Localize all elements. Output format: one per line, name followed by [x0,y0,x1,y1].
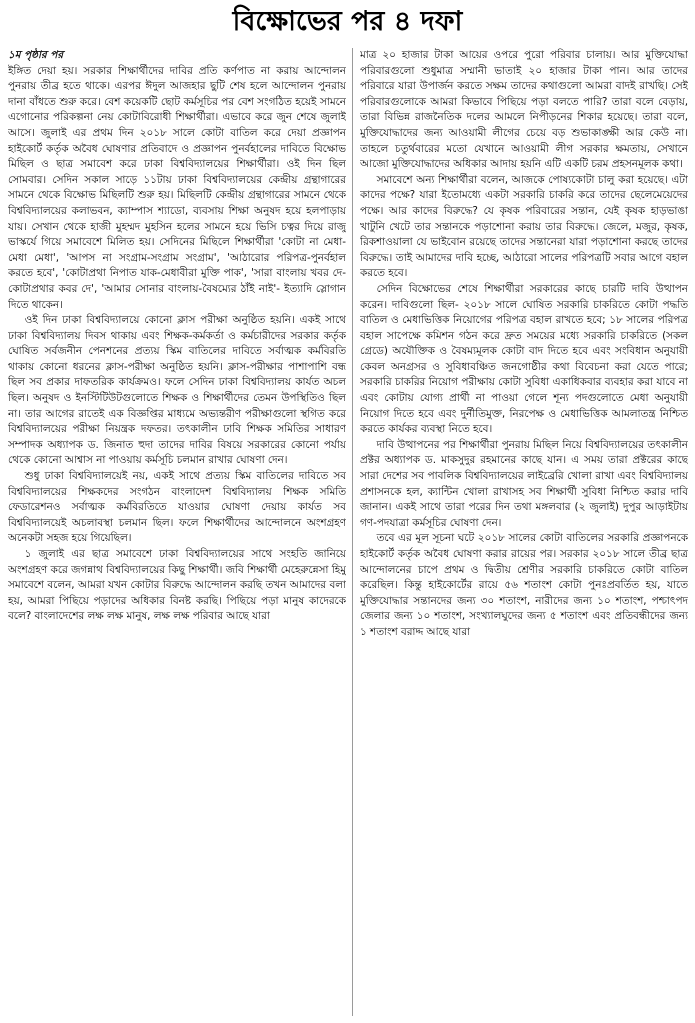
paragraph: সেদিন বিক্ষোভের শেষে শিক্ষার্থীরা সরকারের কাছে চারটি দাবি উত্থাপন করেন। দাবিগুলো ছিল- ২০১৮ সালে ঘোষিত সরকারি চাকরিতে কোটা পদ্ধতি বাতিল ও মেধাভিত্তিক নিয়োগের পরিপত্র বহাল রাখতে হবে; ১৮ সালের পরিপত্র বহাল সাপেক্ষে কমিশন গঠন করে দ্রুত সময়ের মধ্যে সরকারি চাকরিতে (সকল গ্রেডে) অযৌক্তিক ও বৈষম্যমূলক কোটা বাদ দিতে হবে এবং সংবিধান অনুযায়ী কেবল অনগ্রসর ও সুবিধাবঞ্চিত জনগোষ্ঠীর কথা বিবেচনা করা যেতে পারে; সরকারি চাকরির নিয়োগ পরীক্ষায় কোটা সুবিধা একাধিকবার ব্যবহার করা যাবে না এবং কোটায় যোগ্য প্রার্থী না পাওয়া গেলে শূন্য পদগুলোতে মেধা অনুযায়ী নিয়োগ দিতে হবে এবং দুর্নীতিমুক্ত, নিরপেক্ষ ও মেধাভিত্তিক আমলাতন্ত্র নিশ্চিত করতে কার্যকর ব্যবস্থা নিতে হবে। [360,282,688,436]
column-divider [352,48,353,1016]
left-column [8,48,346,1018]
paragraph: সমাবেশে অন্য শিক্ষার্থীরা বলেন, আজকে পোষ্যকোটা চালু করা হয়েছে। এটা কাদের পক্ষে? যারা ইতোমধ্যে একটা সরকারি চাকরি করে তাদের ছেলেমেয়েদের পক্ষে। আর কাদের বিরুদ্ধে? যে কৃষক পরিবারের সন্তান, যেই কৃষক হাড়ভাঙা খাটুনি খেটে তার সন্তানকে পড়াশোনা করায় তার বিরুদ্ধে। জেলে, মজুর, কৃষক, রিকশাওয়ালা যে ভাইবোন রয়েছে তাদের সন্তানেরা যারা পড়াশোনা করছে তাদের বিরুদ্ধে। তাই আমাদের দাবি হচ্ছে, আঠারো সালের পরিপত্রটি সবার আগে বহাল করতে হবে। [360,173,688,280]
paragraph: মাত্র ২০ হাজার টাকা আয়ের ওপরে পুরো পরিবার চালায়। আর মুক্তিযোদ্ধা পরিবারগুলো শুধুমাত্র সম্মানী ভাতাই ২০ হাজার টাকা পান। আর তাদের পরিবারে যারা উপার্জন করতে সক্ষম তাদের কথাগুলো আমরা বাদই রাখছি। সেই পরিবারগুলোকে আমরা কিভাবে পিছিয়ে পড়া বলতে পারি? তারা বলে বেড়ায়, তারা বিভিন্ন রাজনৈতিক দলের আমলে নিপীড়নের শিকার হয়েছে। তারা বলে, মুক্তিযোদ্ধাদের জন্য আওয়ামী লীগের চেয়ে বড় শুভাকাঙ্ক্ষী আর কেউ না। তাহলে চতুর্থবারের মতো যেখানে আওয়ামী লীগ সরকার ক্ষমতায়, সেখানে আজো মুক্তিযোদ্ধাদের অধিকার আদায় হয়নি এটি একটি চরম প্রহসনমূলক কথা। [360,49,688,171]
paragraph: ১ জুলাই এর ছাত্র সমাবেশে ঢাকা বিশ্ববিদ্যালয়ের সাথে সংহতি জানিয়ে অংশগ্রহণ করে জগন্নাথ বিশ্ববিদ্যালয়ের কিছু শিক্ষার্থী। জবি শিক্ষার্থী মেহেরুন্নেসা হিমু সমাবেশে বলেন, আমরা যখন কোটার বিরুদ্ধে আন্দোলন করছি তখন আমাদের বলা হয়, আমরা পিছিয়ে পড়াদের অধিকার বিনষ্ট করছি। পিছিয়ে পড়া মানুষ কাদেরকে বলে? বাংলাদেশের লক্ষ লক্ষ মানুষ, লক্ষ লক্ষ পরিবার আছে যারা [8,548,346,623]
paragraph: শুধু ঢাকা বিশ্ববিদ্যালয়েই নয়, একই সাথে প্রত্যয় স্কিম বাতিলের দাবিতে সব বিশ্ববিদ্যালয়ের শিক্ষকদের সংগঠন বাংলাদেশ বিশ্ববিদ্যালয় শিক্ষক সমিতি ফেডারেশনও সর্বাত্মক কর্মবিরতিতে যাওয়ার ঘোষণা দেয়ায় কার্যত সব বিশ্ববিদ্যালয়েই অচলাবস্থা চলমান ছিল। ফলে শিক্ষার্থীদের আন্দোলনে অংশগ্রহণ অনেকটা সহজ হয়ে গিয়েছিল। [8,470,346,545]
paragraph: দাবি উত্থাপনের পর শিক্ষার্থীরা পুনরায় মিছিল নিয়ে বিশ্ববিদ্যালয়ের তৎকালীন প্রক্টর অধ্যাপক ড. মাকসুদুর রহমানের কাছে যান। এ সময় তারা প্রক্টরের কাছে সারা দেশের সব পাবলিক বিশ্ববিদ্যালয়ের লাইব্রেরি খোলা রাখা এবং বিশ্ববিদ্যালয় প্রশাসনকে হল, ক্যান্টিন খোলা রাখাসহ সব শিক্ষার্থী সুবিধা নিশ্চিত করার দাবি জানান। একই সাথে তারা পরের দিন তথা মঙ্গলবার (২ জুলাই) দুপুর আড়াইটায় গণ-পদযাত্রা কর্মসূচির ঘোষণা দেন। [360,438,688,529]
continued-label: ১ম পৃষ্ঠার পর [8,49,64,61]
right-column [360,48,688,1018]
paragraph: তবে এর মূল সূচনা ঘটে ২০১৮ সালের কোটা বাতিলের সরকারি প্রজ্ঞাপনকে হাইকোর্ট কর্তৃক অবৈধ ঘোষণা করার রায়ের পর। সরকার ২০১৮ সালে তীব্র ছাত্র আন্দোলনের চাপে প্রথম ও দ্বিতীয় শ্রেণীর সরকারি চাকরিতে কোটা বাতিল করেছিল। কিন্তু হাইকোর্টের রায়ে ৫৬ শতাংশ কোটা পুনঃপ্রবর্তিত হয়, যাতে মুক্তিযোদ্ধার সন্তানদের জন্য ৩০ শতাংশ, নারীদের জন্য ১০ শতাংশ, পশ্চাৎপদ জেলার জন্য ১০ শতাংশ, সংখ্যালঘুদের জন্য ৫ শতাংশ এবং প্রতিবন্ধীদের জন্য ১ শতাংশ বরাদ্দ আছে যারা [360,532,688,638]
paragraph: ওই দিন ঢাকা বিশ্ববিদ্যালয়ে কোনো ক্লাস পরীক্ষা অনুষ্ঠিত হয়নি। একই সাথে ঢাকা বিশ্ববিদ্যালয় দিবস থাকায় এবং শিক্ষক-কর্মকর্তা ও কর্মচারীদের সরকার কর্তৃক ঘোষিত সর্বজনীন পেনশনের প্রত্যয় স্কিম বাতিলের দাবিতে সর্বাত্মক কর্মবিরতি থাকায় কোনো ধরনের ক্লাস-পরীক্ষা অনুষ্ঠিত হয়নি। ক্লাস-পরীক্ষার পাশাপাশি বন্ধ ছিল সব প্রকার দাফতরিক কার্যক্রমও। ফলে সেদিন ঢাকা বিশ্ববিদ্যালয় কার্যত অচল ছিল। অনুষদ ও ইনস্টিটিউটগুলোতে শিক্ষক ও শিক্ষার্থীদের তেমন উপস্থিতিও ছিল না। তার আগের রাতেই এক বিজ্ঞপ্তির মাধ্যমে অভ্যন্তরীণ পরীক্ষাগুলো স্থগিত করে বিশ্ববিদ্যালয়ের পরীক্ষা নিয়ন্ত্রক দফতর। তৎকালীন ঢাবি শিক্ষক সমিতির সাধারণ সম্পাদক অধ্যাপক ড. জিনাত হুদা তাদের দাবির বিষয়ে সরকারের কোনো পর্যায় থেকে কোনো আশ্বাস না পাওয়ায় কর্মসূচি চলমান রাখার ঘোষণা দেন। [8,314,346,467]
headline: বিক্ষোভের পর ৪ দফা [232,6,463,37]
paragraph: ইঙ্গিত দেয়া হয়। সরকার শিক্ষার্থীদের দাবির প্রতি কর্ণপাত না করায় আন্দোলন পুনরায় তীব্র হতে থাকে। এরপর ঈদুল আজহার ছুটি শেষ হলে আন্দোলন পুনরায় দানা বাঁধতে শুরু করে। বেশ কয়েকটি ছোট কর্মসূচির পর বেশ সংগঠিত হয়েই সামনে এগোনোর পরিকল্পনা নেয় কোটাবিরোধী শিক্ষার্থীরা। এভাবে করে জুন শেষে জুলাই আসে। জুলাই এর প্রথম দিন ২০১৮ সালে কোটা বাতিল করে দেয়া প্রজ্ঞাপন হাইকোর্ট কর্তৃক অবৈধ ঘোষণার প্রতিবাদে ও প্রজ্ঞাপন পুনর্বহালের দাবিতে বিক্ষোভ মিছিল ও ছাত্র সমাবেশ করে ঢাকা বিশ্ববিদ্যালয়ের শিক্ষার্থীরা। ওই দিন ছিল সোমবার। সেদিন সকাল সাড়ে ১১টায় ঢাকা বিশ্ববিদ্যালয়ের কেন্দ্রীয় গ্রন্থাগারের সামনে থেকে বিক্ষোভ মিছিলটি শুরু হয়। মিছিলটি কেন্দ্রীয় গ্রন্থাগারের সামনে থেকে বিশ্ববিদ্যালয়ের কলাভবন, ক্যাম্পাস শ্যাডো, ব্যবসায় শিক্ষা অনুষদ হয়ে হলপাড়ায় যায়। সেখান থেকে হাজী মুহম্মদ মুহসিন হলের সামনে হয়ে ভিসি চত্বর দিয়ে রাজু ভাস্কর্যে গিয়ে সমাবেশে মিলিত হয়। সেদিনের মিছিলে শিক্ষার্থীরা 'কোটা না মেধা-মেধা মেধা', 'আপস না সংগ্রাম-সংগ্রাম সংগ্রাম', 'আঠারোর পরিপত্র-পুনর্বহাল করতে হবে', 'কোটাপ্রথা নিপাত যাক-মেধাবীরা মুক্তি পাক', 'সারা বাংলায় খবর দে-কোটাপ্রথার কবর দে', 'আমার সোনার বাংলায়-বৈষম্যের ঠাঁই নাই'- ইত্যাদি স্লোগান দিতে থাকেন। [8,64,346,311]
